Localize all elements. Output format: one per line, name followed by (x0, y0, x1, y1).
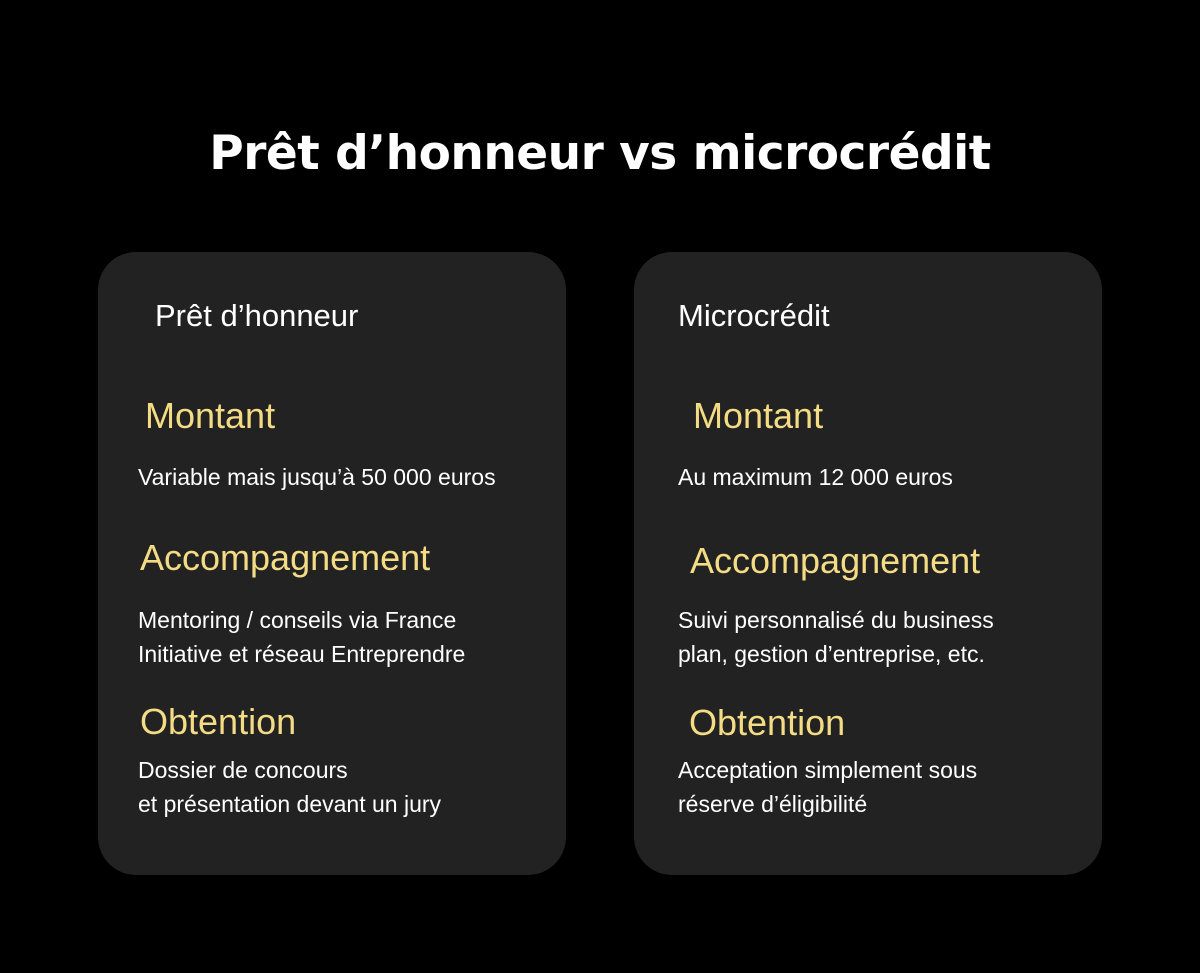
section-heading-obtention: Obtention (140, 701, 297, 742)
section-text-obtention (138, 753, 441, 821)
section-heading-obtention: Obtention (689, 702, 846, 743)
text-line: et présentation devant un jury (138, 791, 442, 817)
section-heading-montant: Montant (693, 395, 824, 436)
section-heading-montant: Montant (145, 395, 276, 436)
section-text-montant (138, 460, 496, 494)
card-pret-honneur (98, 252, 566, 875)
section-text-obtention (678, 753, 977, 821)
section-text-montant (678, 460, 953, 494)
text-line: Au maximum 12 000 euros (678, 464, 953, 490)
card-title: Prêt d’honneur (155, 298, 359, 333)
card-microcredit (634, 252, 1102, 875)
section-heading-accompagnement: Accompagnement (690, 540, 981, 581)
card-title: Microcrédit (678, 298, 830, 333)
page-title: Prêt d’honneur vs microcrédit (209, 126, 991, 181)
section-text-accompagnement (678, 603, 994, 671)
section-heading-accompagnement: Accompagnement (140, 537, 431, 578)
section-text-accompagnement (138, 603, 465, 671)
text-line: Variable mais jusqu’à 50 000 euros (138, 464, 496, 490)
text-line: Initiative et réseau Entreprendre (138, 641, 466, 667)
text-line: Mentoring / conseils via France (138, 607, 457, 633)
text-line: Suivi personnalisé du business (678, 607, 994, 633)
text-line: Dossier de concours (138, 757, 348, 783)
text-line: plan, gestion d’entreprise, etc. (678, 641, 985, 667)
text-line: Acceptation simplement sous (678, 757, 978, 783)
text-line: réserve d’éligibilité (678, 791, 868, 817)
